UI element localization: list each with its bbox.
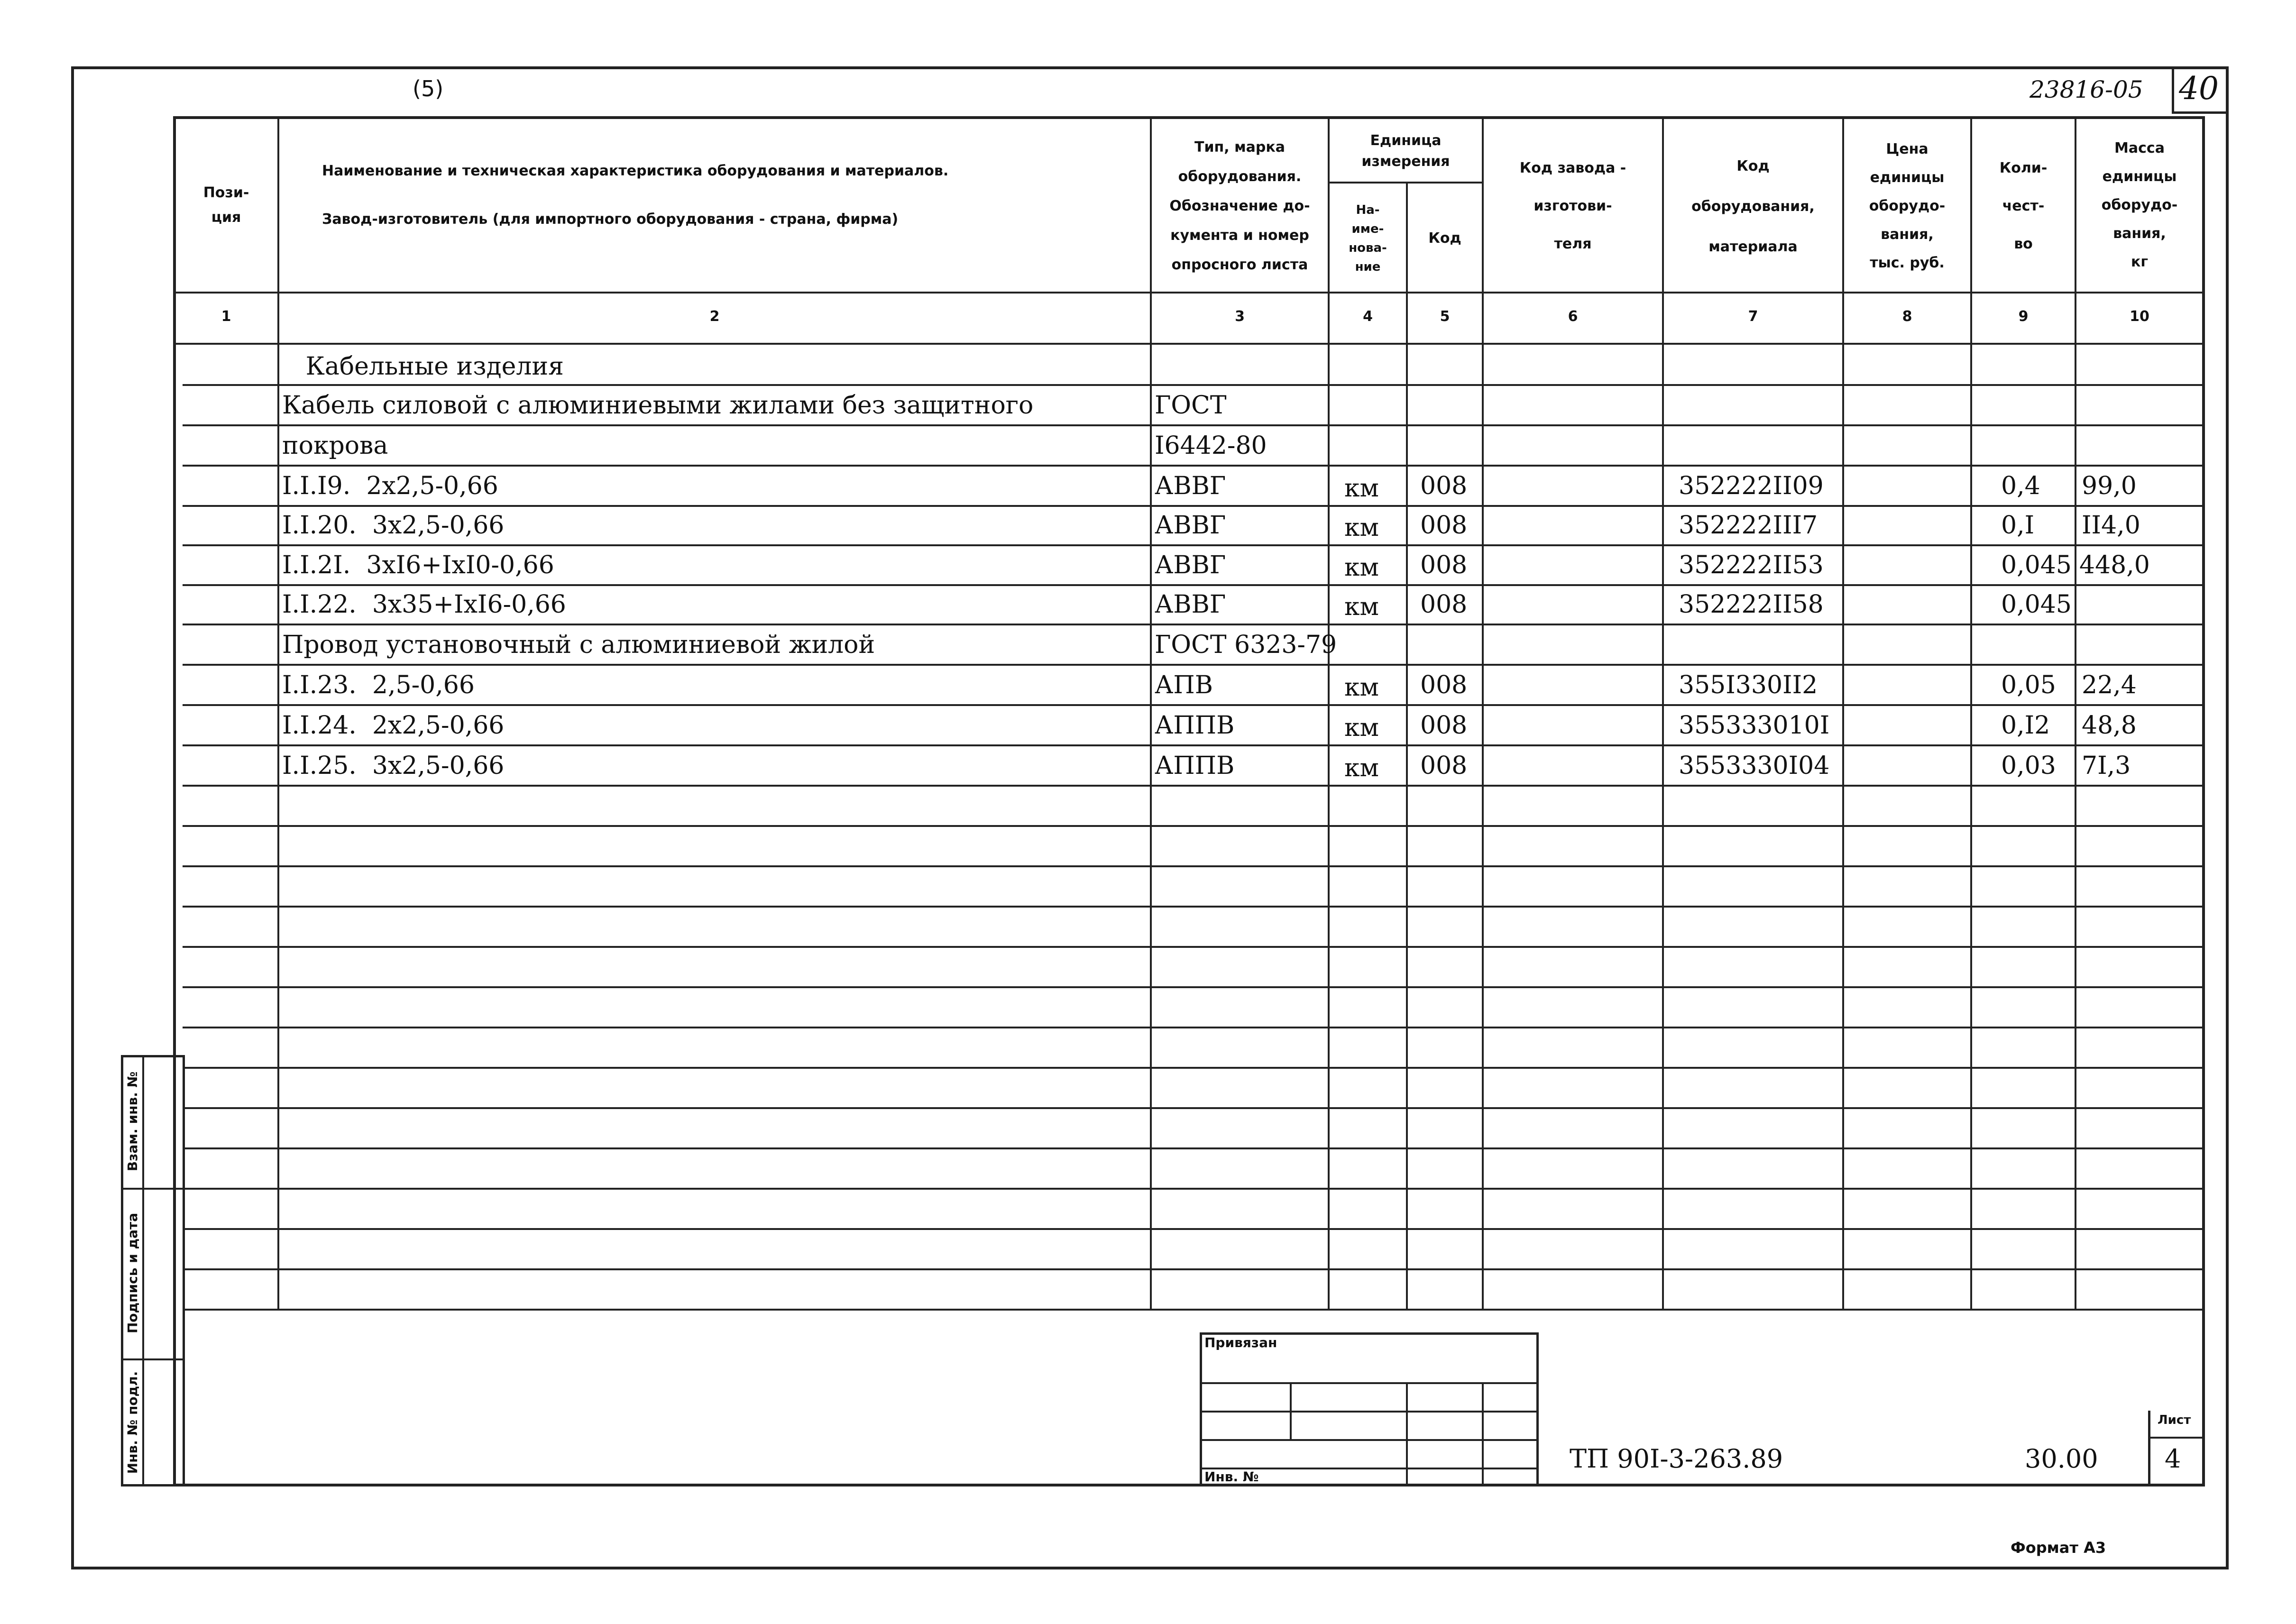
row-type: ГОСТ 6323-79 bbox=[1155, 631, 1337, 659]
row-mass: 7I,3 bbox=[2082, 752, 2131, 780]
inv-no-label: Инв. № bbox=[1204, 1469, 1259, 1485]
row-equipment-code: 355333010I bbox=[1679, 711, 1830, 740]
header-position: Пози- ция bbox=[203, 184, 249, 226]
col-number-1: 1 bbox=[221, 308, 231, 325]
row-code: 008 bbox=[1420, 551, 1468, 579]
stamp-section: 30.00 bbox=[2025, 1444, 2098, 1474]
row-name: Кабель силовой с алюминиевыми жилами без защитного bbox=[282, 391, 1034, 420]
row-quantity: 0,I bbox=[2001, 511, 2035, 540]
document-number: 23816-05 bbox=[2030, 76, 2143, 103]
header-unit-group: Единица измерения bbox=[1361, 132, 1450, 170]
row-type: АППВ bbox=[1155, 752, 1235, 780]
list-label: Лист bbox=[2158, 1413, 2191, 1427]
header-name-line2: Завод-изготовитель (для импортного оборудования - страна, фирма) bbox=[322, 211, 899, 228]
row-equipment-code: 352222II09 bbox=[1679, 472, 1824, 500]
format-label: Формат А3 bbox=[2011, 1539, 2106, 1557]
side-label-inv: Инв. № подл. bbox=[125, 1371, 140, 1474]
row-type: АВВГ bbox=[1155, 472, 1226, 500]
row-type: АПВ bbox=[1155, 671, 1213, 699]
col-number-7: 7 bbox=[1748, 308, 1758, 325]
row-quantity: 0,05 bbox=[2001, 671, 2056, 699]
row-unit: км bbox=[1344, 593, 1379, 621]
header-unit-name: На- име- нова- ние bbox=[1349, 202, 1387, 274]
col-number-8: 8 bbox=[1902, 308, 1912, 325]
row-name: I.I.25. 3х2,5-0,66 bbox=[282, 752, 505, 780]
header-mass: Масса единицы оборудо- вания, кг bbox=[2101, 139, 2178, 270]
row-quantity: 0,I2 bbox=[2001, 711, 2050, 740]
row-mass: 99,0 bbox=[2082, 472, 2137, 500]
col-number-4: 4 bbox=[1363, 308, 1373, 325]
header-bottom-line bbox=[173, 292, 2205, 294]
row-unit: км bbox=[1344, 514, 1379, 542]
side-stamp-divider bbox=[142, 1055, 144, 1486]
row-name: I.I.22. 3х35+IхI6-0,66 bbox=[282, 590, 566, 619]
col-number-10: 10 bbox=[2130, 308, 2149, 325]
side-stamp-line-2 bbox=[121, 1358, 185, 1360]
row-name: I.I.24. 2х2,5-0,66 bbox=[282, 711, 505, 740]
row-name: покрова bbox=[282, 431, 388, 460]
row-type: АВВГ bbox=[1155, 590, 1226, 619]
row-type: АППВ bbox=[1155, 711, 1235, 740]
row-equipment-code: 352222III7 bbox=[1679, 511, 1818, 540]
row-name: Провод установочный с алюминиевой жилой bbox=[282, 631, 875, 659]
stamp-designation: ТП 90I-3-263.89 bbox=[1570, 1444, 1783, 1474]
header-name bbox=[279, 121, 1150, 289]
privyazan-line-2 bbox=[1200, 1411, 1539, 1413]
row-quantity: 0,045 bbox=[2001, 551, 2072, 579]
sheet-label: (5) bbox=[413, 76, 444, 101]
row-quantity: 0,045 bbox=[2001, 590, 2072, 619]
col-number-3: 3 bbox=[1235, 308, 1245, 325]
unit-group-line bbox=[1328, 182, 1482, 184]
privyazan-vline-3 bbox=[1482, 1382, 1484, 1486]
col-number-6: 6 bbox=[1568, 308, 1578, 325]
row-name: I.I.20. 3х2,5-0,66 bbox=[282, 511, 505, 540]
row-code: 008 bbox=[1420, 711, 1468, 740]
side-label-vzam: Взам. инв. № bbox=[125, 1071, 140, 1172]
header-type: Тип, марка оборудования. Обозначение до- кумента и номер опросного листа bbox=[1169, 139, 1310, 273]
row-unit: км bbox=[1344, 553, 1379, 582]
list-box-line bbox=[2148, 1437, 2205, 1439]
privyazan-box bbox=[1200, 1332, 1539, 1486]
row-code: 008 bbox=[1420, 511, 1468, 540]
side-label-podpis: Подпись и дата bbox=[125, 1212, 140, 1334]
row-type: АВВГ bbox=[1155, 551, 1226, 579]
privyazan-vline-1 bbox=[1290, 1382, 1292, 1439]
row-quantity: 0,03 bbox=[2001, 752, 2056, 780]
row-mass: II4,0 bbox=[2082, 511, 2140, 540]
privyazan-label: Привязан bbox=[1204, 1335, 1277, 1350]
row-name: I.I.I9. 2х2,5-0,66 bbox=[282, 472, 498, 500]
row-equipment-code: 352222II53 bbox=[1679, 551, 1824, 579]
row-unit: км bbox=[1344, 714, 1379, 742]
header-price: Цена единицы оборудо- вания, тыс. руб. bbox=[1869, 141, 1946, 271]
privyazan-line-1 bbox=[1200, 1382, 1539, 1384]
header-equipment-code: Код оборудования, материала bbox=[1691, 157, 1815, 255]
row-mass: 22,4 bbox=[2082, 671, 2137, 699]
privyazan-vline-2 bbox=[1406, 1382, 1408, 1486]
row-unit: км bbox=[1344, 673, 1379, 702]
header-unit-code: Код bbox=[1428, 229, 1461, 247]
col-number-9: 9 bbox=[2018, 308, 2029, 325]
row-mass: 448,0 bbox=[2079, 551, 2150, 579]
header-manufacturer-code: Код завода - изготови- теля bbox=[1519, 160, 1626, 252]
row-code: 008 bbox=[1420, 590, 1468, 619]
header-quantity: Коли- чест- во bbox=[1999, 160, 2048, 252]
row-name: Кабельные изделия bbox=[282, 352, 564, 381]
row-equipment-code: 355I330II2 bbox=[1679, 671, 1818, 699]
row-type: ГОСТ bbox=[1155, 391, 1227, 420]
privyazan-line-3 bbox=[1200, 1439, 1539, 1441]
row-code: 008 bbox=[1420, 671, 1468, 699]
row-quantity: 0,4 bbox=[2001, 472, 2040, 500]
row-unit: км bbox=[1344, 474, 1379, 503]
col-number-5: 5 bbox=[1440, 308, 1450, 325]
row-name: I.I.23. 2,5-0,66 bbox=[282, 671, 475, 699]
list-number: 4 bbox=[2165, 1444, 2181, 1474]
col-number-2: 2 bbox=[709, 308, 720, 325]
row-equipment-code: 3553330I04 bbox=[1679, 752, 1830, 780]
row-unit: км bbox=[1344, 754, 1379, 782]
numbers-bottom-line bbox=[173, 343, 2205, 345]
row-mass: 48,8 bbox=[2082, 711, 2137, 740]
row-name: I.I.2I. 3хI6+IхI0-0,66 bbox=[282, 551, 554, 579]
row-type: АВВГ bbox=[1155, 511, 1226, 540]
page-number: 40 bbox=[2179, 70, 2219, 107]
row-code: 008 bbox=[1420, 752, 1468, 780]
row-code: 008 bbox=[1420, 472, 1468, 500]
row-equipment-code: 352222II58 bbox=[1679, 590, 1824, 619]
row-type: I6442-80 bbox=[1155, 431, 1267, 460]
header-name-line1: Наименование и техническая характеристика оборудования и материалов. bbox=[322, 163, 949, 179]
